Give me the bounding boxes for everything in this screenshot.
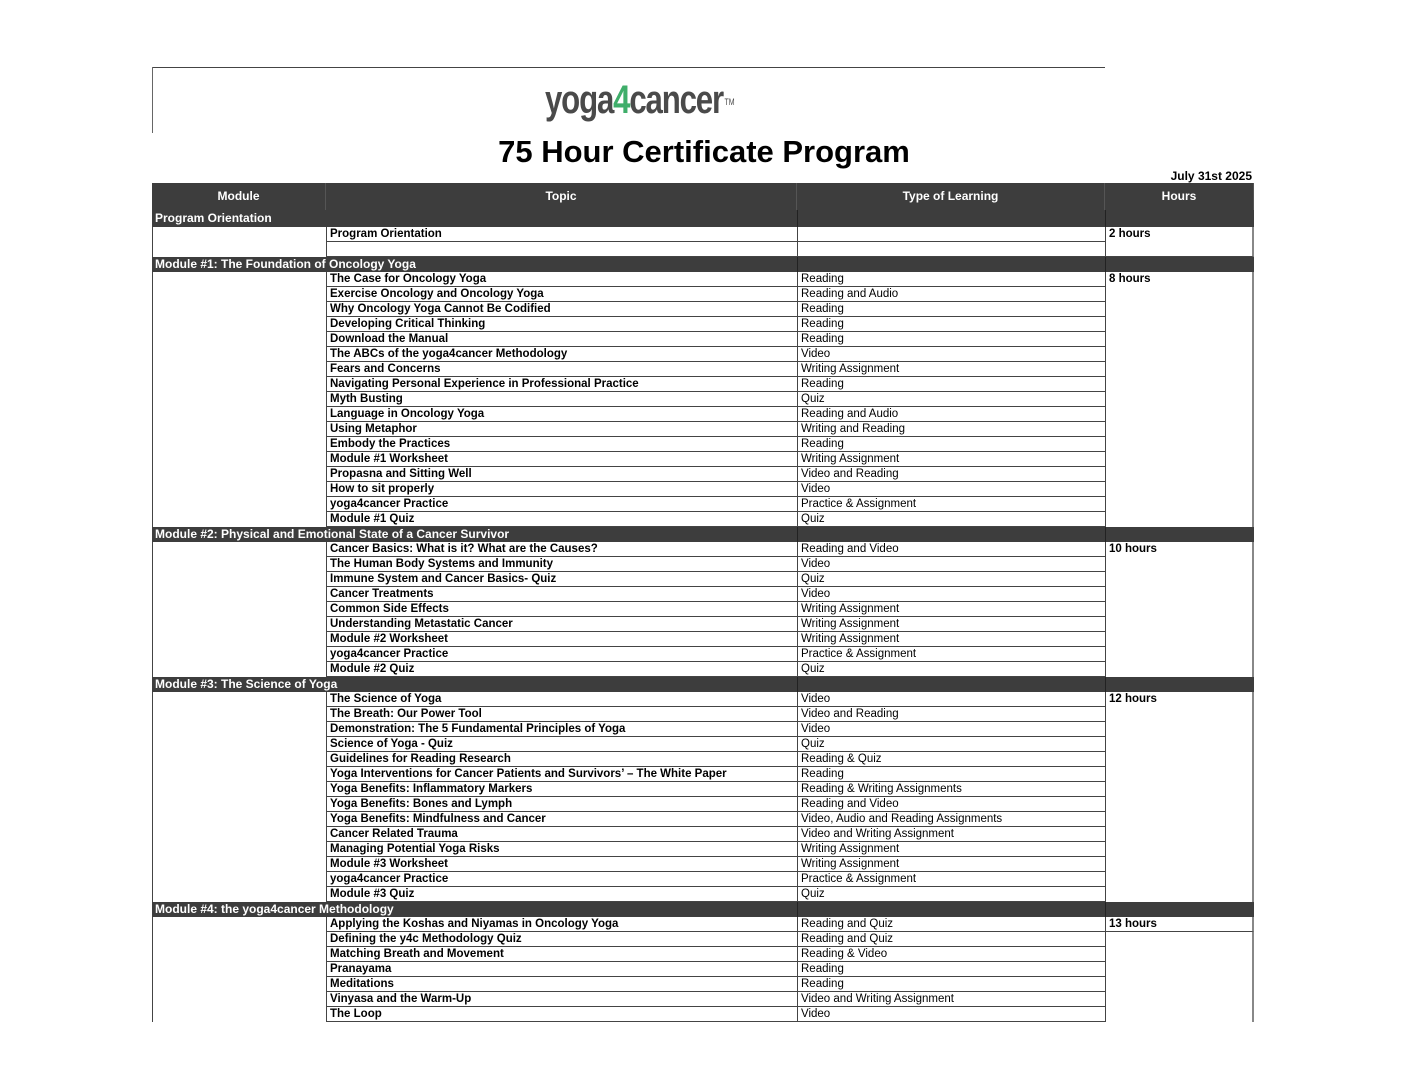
module-cell bbox=[152, 512, 326, 527]
module-cell bbox=[152, 317, 326, 332]
learning-type-cell: Practice & Assignment bbox=[797, 647, 1105, 662]
module-cell bbox=[152, 842, 326, 857]
hours-cell bbox=[1105, 992, 1254, 1007]
hours-cell bbox=[1105, 332, 1254, 347]
topic-row bbox=[152, 647, 1254, 662]
hours-cell bbox=[1105, 767, 1254, 782]
hours-cell bbox=[1105, 782, 1254, 797]
topic-row bbox=[152, 962, 1254, 977]
topic-cell: Guidelines for Reading Research bbox=[326, 752, 797, 767]
hours-cell bbox=[1105, 587, 1254, 602]
hours-cell bbox=[1105, 467, 1254, 482]
topic-row bbox=[152, 842, 1254, 857]
topic-cell: Fears and Concerns bbox=[326, 362, 797, 377]
module-cell bbox=[152, 872, 326, 887]
module-type-spacer bbox=[797, 677, 1105, 692]
hours-cell bbox=[1105, 857, 1254, 872]
topic-row bbox=[152, 587, 1254, 602]
topic-cell: Yoga Interventions for Cancer Patients and Survivors’ – The White Paper bbox=[326, 767, 797, 782]
topic-row bbox=[152, 707, 1254, 722]
topic-row bbox=[152, 497, 1254, 512]
learning-type-cell: Reading and Audio bbox=[797, 287, 1105, 302]
hours-cell bbox=[1105, 482, 1254, 497]
topic-cell: Vinyasa and the Warm-Up bbox=[326, 992, 797, 1007]
module-section-header bbox=[152, 902, 1254, 917]
learning-type-cell: Writing Assignment bbox=[797, 842, 1105, 857]
topic-cell: The Science of Yoga bbox=[326, 692, 797, 707]
learning-type-cell: Reading bbox=[797, 302, 1105, 317]
topic-row bbox=[152, 287, 1254, 302]
learning-type-cell: Writing Assignment bbox=[797, 362, 1105, 377]
topic-cell: The Loop bbox=[326, 1007, 797, 1022]
topic-cell: Why Oncology Yoga Cannot Be Codified bbox=[326, 302, 797, 317]
hours-cell bbox=[1105, 707, 1254, 722]
topic-cell: Module #3 Worksheet bbox=[326, 857, 797, 872]
hours-cell bbox=[1105, 632, 1254, 647]
topic-cell: Science of Yoga - Quiz bbox=[326, 737, 797, 752]
table-header-row bbox=[152, 183, 1254, 210]
module-cell bbox=[152, 707, 326, 722]
topic-row bbox=[152, 692, 1254, 707]
topic-row bbox=[152, 887, 1254, 902]
module-cell bbox=[152, 992, 326, 1007]
trademark-mark: TM bbox=[724, 97, 735, 107]
topic-row bbox=[152, 272, 1254, 287]
hours-cell bbox=[1105, 962, 1254, 977]
topic-cell: Using Metaphor bbox=[326, 422, 797, 437]
hours-cell bbox=[1105, 1007, 1254, 1022]
topic-row bbox=[152, 602, 1254, 617]
module-cell bbox=[152, 737, 326, 752]
topic-cell: Navigating Personal Experience in Professional Practice bbox=[326, 377, 797, 392]
module-cell bbox=[152, 617, 326, 632]
module-name: Module #1: The Foundation of Oncology Yoga bbox=[155, 257, 416, 271]
topic-cell: yoga4cancer Practice bbox=[326, 872, 797, 887]
learning-type-cell: Video bbox=[797, 587, 1105, 602]
learning-type-cell: Video and Reading bbox=[797, 467, 1105, 482]
topic-row bbox=[152, 797, 1254, 812]
learning-type-cell: Video and Reading bbox=[797, 707, 1105, 722]
topic-cell: The Case for Oncology Yoga bbox=[326, 272, 797, 287]
module-cell bbox=[152, 587, 326, 602]
topic-row bbox=[152, 302, 1254, 317]
topic-row bbox=[152, 467, 1254, 482]
module-cell bbox=[152, 407, 326, 422]
module-hours-spacer bbox=[1105, 902, 1254, 917]
module-cell bbox=[152, 362, 326, 377]
module-name: Module #2: Physical and Emotional State of a Cancer Survivor bbox=[155, 527, 510, 541]
module-hours-spacer bbox=[1105, 677, 1254, 692]
column-header-topic: Topic bbox=[326, 183, 797, 210]
yoga4cancer-logo bbox=[545, 78, 735, 122]
learning-type-cell: Reading bbox=[797, 767, 1105, 782]
hours-cell bbox=[1105, 437, 1254, 452]
module-cell bbox=[152, 497, 326, 512]
module-topic-spacer bbox=[326, 902, 797, 917]
learning-type-cell: Video, Audio and Reading Assignments bbox=[797, 812, 1105, 827]
hours-cell bbox=[1105, 572, 1254, 587]
hours-cell: 13 hours bbox=[1105, 917, 1254, 932]
module-cell bbox=[152, 767, 326, 782]
learning-type-cell: Video bbox=[797, 1007, 1105, 1022]
hours-cell bbox=[1105, 722, 1254, 737]
hours-cell: 10 hours bbox=[1105, 542, 1254, 557]
topic-cell: Download the Manual bbox=[326, 332, 797, 347]
learning-type-cell: Reading and Video bbox=[797, 542, 1105, 557]
learning-type-cell: Reading & Video bbox=[797, 947, 1105, 962]
module-cell bbox=[152, 947, 326, 962]
learning-type-cell: Writing Assignment bbox=[797, 857, 1105, 872]
learning-type-cell: Reading bbox=[797, 962, 1105, 977]
learning-type-cell: Reading and Video bbox=[797, 797, 1105, 812]
hours-cell bbox=[1105, 512, 1254, 527]
learning-type-cell: Video bbox=[797, 482, 1105, 497]
module-cell bbox=[152, 1007, 326, 1022]
learning-type-cell: Quiz bbox=[797, 737, 1105, 752]
topic-cell: Language in Oncology Yoga bbox=[326, 407, 797, 422]
hours-cell bbox=[1105, 662, 1254, 677]
learning-type-cell: Quiz bbox=[797, 392, 1105, 407]
topic-row bbox=[152, 377, 1254, 392]
module-hours-spacer bbox=[1105, 210, 1254, 227]
hours-cell bbox=[1105, 932, 1254, 947]
topic-row bbox=[152, 422, 1254, 437]
hours-cell bbox=[1105, 647, 1254, 662]
hours-cell bbox=[1105, 407, 1254, 422]
topic-cell: Cancer Basics: What is it? What are the Causes? bbox=[326, 542, 797, 557]
topic-row bbox=[152, 407, 1254, 422]
learning-type-cell bbox=[797, 242, 1105, 257]
module-cell bbox=[152, 662, 326, 677]
learning-type-cell: Quiz bbox=[797, 887, 1105, 902]
module-cell bbox=[152, 722, 326, 737]
hours-cell bbox=[1105, 377, 1254, 392]
topic-row bbox=[152, 1007, 1254, 1022]
topic-cell: Demonstration: The 5 Fundamental Principles of Yoga bbox=[326, 722, 797, 737]
module-cell bbox=[152, 887, 326, 902]
hours-cell bbox=[1105, 347, 1254, 362]
topic-cell: The Breath: Our Power Tool bbox=[326, 707, 797, 722]
module-cell bbox=[152, 242, 326, 257]
hours-cell: 12 hours bbox=[1105, 692, 1254, 707]
learning-type-cell: Video bbox=[797, 557, 1105, 572]
topic-cell: The Human Body Systems and Immunity bbox=[326, 557, 797, 572]
learning-type-cell: Writing Assignment bbox=[797, 617, 1105, 632]
topic-cell: yoga4cancer Practice bbox=[326, 497, 797, 512]
topic-row bbox=[152, 947, 1254, 962]
module-cell bbox=[152, 782, 326, 797]
topic-row bbox=[152, 347, 1254, 362]
topic-cell: Pranayama bbox=[326, 962, 797, 977]
hours-cell bbox=[1105, 887, 1254, 902]
hours-cell bbox=[1105, 797, 1254, 812]
logo-text-prefix: yoga bbox=[545, 78, 614, 122]
learning-type-cell: Video and Writing Assignment bbox=[797, 992, 1105, 1007]
learning-type-cell: Video bbox=[797, 722, 1105, 737]
learning-type-cell: Reading and Audio bbox=[797, 407, 1105, 422]
module-cell bbox=[152, 332, 326, 347]
module-cell bbox=[152, 377, 326, 392]
hours-cell bbox=[1105, 362, 1254, 377]
topic-cell: Common Side Effects bbox=[326, 602, 797, 617]
topic-cell: Exercise Oncology and Oncology Yoga bbox=[326, 287, 797, 302]
module-cell bbox=[152, 392, 326, 407]
module-cell bbox=[152, 542, 326, 557]
topic-cell: Module #1 Quiz bbox=[326, 512, 797, 527]
topic-row bbox=[152, 317, 1254, 332]
logo-text-digit: 4 bbox=[613, 78, 630, 122]
topic-cell: Module #3 Quiz bbox=[326, 887, 797, 902]
learning-type-cell: Practice & Assignment bbox=[797, 497, 1105, 512]
topic-cell: Developing Critical Thinking bbox=[326, 317, 797, 332]
learning-type-cell: Reading & Quiz bbox=[797, 752, 1105, 767]
module-section-header bbox=[152, 257, 1254, 272]
page-title: 75 Hour Certificate Program bbox=[498, 134, 910, 169]
hours-cell bbox=[1105, 812, 1254, 827]
module-cell bbox=[152, 632, 326, 647]
module-cell bbox=[152, 857, 326, 872]
topic-row bbox=[152, 332, 1254, 347]
learning-type-cell: Reading and Quiz bbox=[797, 917, 1105, 932]
module-type-spacer bbox=[797, 527, 1105, 542]
learning-type-cell: Writing Assignment bbox=[797, 632, 1105, 647]
topic-cell: Matching Breath and Movement bbox=[326, 947, 797, 962]
learning-type-cell: Reading bbox=[797, 317, 1105, 332]
learning-type-cell: Reading & Writing Assignments bbox=[797, 782, 1105, 797]
module-cell bbox=[152, 692, 326, 707]
module-cell bbox=[152, 602, 326, 617]
topic-cell: How to sit properly bbox=[326, 482, 797, 497]
module-cell bbox=[152, 302, 326, 317]
module-cell bbox=[152, 557, 326, 572]
module-cell bbox=[152, 827, 326, 842]
topic-cell: Embody the Practices bbox=[326, 437, 797, 452]
topic-row bbox=[152, 632, 1254, 647]
header-left-rule bbox=[152, 67, 153, 133]
hours-cell bbox=[1105, 977, 1254, 992]
topic-cell: Module #2 Quiz bbox=[326, 662, 797, 677]
hours-cell bbox=[1105, 842, 1254, 857]
hours-cell bbox=[1105, 317, 1254, 332]
learning-type-cell: Reading bbox=[797, 272, 1105, 287]
table-body bbox=[152, 210, 1254, 1022]
topic-row bbox=[152, 932, 1254, 947]
module-cell bbox=[152, 422, 326, 437]
topic-row bbox=[152, 242, 1254, 257]
hours-cell bbox=[1105, 827, 1254, 842]
module-cell bbox=[152, 452, 326, 467]
topic-cell: Yoga Benefits: Inflammatory Markers bbox=[326, 782, 797, 797]
module-cell bbox=[152, 287, 326, 302]
column-header-type: Type of Learning bbox=[797, 183, 1105, 210]
hours-cell: 2 hours bbox=[1105, 227, 1254, 242]
hours-cell bbox=[1105, 752, 1254, 767]
column-header-module: Module bbox=[152, 183, 326, 210]
topic-cell: Defining the y4c Methodology Quiz bbox=[326, 932, 797, 947]
topic-cell: yoga4cancer Practice bbox=[326, 647, 797, 662]
topic-cell: Cancer Related Trauma bbox=[326, 827, 797, 842]
learning-type-cell: Practice & Assignment bbox=[797, 872, 1105, 887]
topic-row bbox=[152, 362, 1254, 377]
topic-row bbox=[152, 662, 1254, 677]
module-cell bbox=[152, 977, 326, 992]
topic-row bbox=[152, 992, 1254, 1007]
module-section-header bbox=[152, 677, 1254, 692]
topic-row bbox=[152, 752, 1254, 767]
learning-type-cell: Writing and Reading bbox=[797, 422, 1105, 437]
topic-cell: Module #1 Worksheet bbox=[326, 452, 797, 467]
topic-cell: Propasna and Sitting Well bbox=[326, 467, 797, 482]
topic-cell: Myth Busting bbox=[326, 392, 797, 407]
module-type-spacer bbox=[797, 257, 1105, 272]
topic-row bbox=[152, 227, 1254, 242]
topic-row bbox=[152, 857, 1254, 872]
module-type-spacer bbox=[797, 902, 1105, 917]
topic-cell: Yoga Benefits: Bones and Lymph bbox=[326, 797, 797, 812]
topic-cell bbox=[326, 242, 797, 257]
learning-type-cell: Reading bbox=[797, 332, 1105, 347]
topic-row bbox=[152, 482, 1254, 497]
hours-cell bbox=[1105, 422, 1254, 437]
learning-type-cell: Writing Assignment bbox=[797, 602, 1105, 617]
topic-row bbox=[152, 542, 1254, 557]
topic-row bbox=[152, 737, 1254, 752]
topic-row bbox=[152, 977, 1254, 992]
curriculum-table bbox=[152, 183, 1254, 1022]
topic-row bbox=[152, 617, 1254, 632]
topic-row bbox=[152, 512, 1254, 527]
topic-cell: The ABCs of the yoga4cancer Methodology bbox=[326, 347, 797, 362]
module-cell bbox=[152, 752, 326, 767]
topic-row bbox=[152, 872, 1254, 887]
module-hours-spacer bbox=[1105, 257, 1254, 272]
module-cell bbox=[152, 572, 326, 587]
hours-cell bbox=[1105, 617, 1254, 632]
topic-cell: Managing Potential Yoga Risks bbox=[326, 842, 797, 857]
learning-type-cell: Writing Assignment bbox=[797, 452, 1105, 467]
learning-type-cell: Video bbox=[797, 692, 1105, 707]
hours-cell bbox=[1105, 947, 1254, 962]
logo-text-suffix: cancer bbox=[629, 78, 723, 122]
module-cell bbox=[152, 647, 326, 662]
hours-cell bbox=[1105, 872, 1254, 887]
topic-cell: Cancer Treatments bbox=[326, 587, 797, 602]
module-topic-spacer bbox=[326, 210, 797, 227]
module-cell bbox=[152, 347, 326, 362]
module-section-header bbox=[152, 210, 1254, 227]
topic-cell: Understanding Metastatic Cancer bbox=[326, 617, 797, 632]
module-cell bbox=[152, 932, 326, 947]
topic-cell: Applying the Koshas and Niyamas in Oncology Yoga bbox=[326, 917, 797, 932]
hours-cell bbox=[1105, 302, 1254, 317]
topic-row bbox=[152, 557, 1254, 572]
topic-row bbox=[152, 782, 1254, 797]
module-topic-spacer bbox=[326, 677, 797, 692]
hours-cell bbox=[1105, 242, 1254, 257]
learning-type-cell: Reading and Quiz bbox=[797, 932, 1105, 947]
module-cell bbox=[152, 812, 326, 827]
learning-type-cell bbox=[797, 227, 1105, 242]
hours-cell bbox=[1105, 737, 1254, 752]
topic-row bbox=[152, 767, 1254, 782]
learning-type-cell: Reading bbox=[797, 377, 1105, 392]
hours-cell bbox=[1105, 602, 1254, 617]
module-cell bbox=[152, 437, 326, 452]
module-type-spacer bbox=[797, 210, 1105, 227]
hours-cell bbox=[1105, 452, 1254, 467]
learning-type-cell: Quiz bbox=[797, 572, 1105, 587]
hours-cell bbox=[1105, 557, 1254, 572]
hours-cell bbox=[1105, 497, 1254, 512]
topic-row bbox=[152, 827, 1254, 842]
learning-type-cell: Video bbox=[797, 347, 1105, 362]
module-cell bbox=[152, 797, 326, 812]
topic-row bbox=[152, 812, 1254, 827]
topic-row bbox=[152, 392, 1254, 407]
column-header-hours: Hours bbox=[1105, 183, 1254, 210]
module-cell bbox=[152, 482, 326, 497]
learning-type-cell: Reading bbox=[797, 437, 1105, 452]
topic-cell: Module #2 Worksheet bbox=[326, 632, 797, 647]
hours-cell bbox=[1105, 287, 1254, 302]
topic-row bbox=[152, 572, 1254, 587]
topic-row bbox=[152, 917, 1254, 932]
topic-cell: Yoga Benefits: Mindfulness and Cancer bbox=[326, 812, 797, 827]
module-hours-spacer bbox=[1105, 527, 1254, 542]
topic-row bbox=[152, 722, 1254, 737]
module-cell bbox=[152, 272, 326, 287]
topic-cell: Immune System and Cancer Basics- Quiz bbox=[326, 572, 797, 587]
topic-row bbox=[152, 437, 1254, 452]
module-name: Program Orientation bbox=[155, 211, 272, 225]
module-section-header bbox=[152, 527, 1254, 542]
revision-date: July 31st 2025 bbox=[1170, 169, 1252, 183]
hours-cell bbox=[1105, 392, 1254, 407]
module-cell bbox=[152, 962, 326, 977]
module-cell bbox=[152, 917, 326, 932]
learning-type-cell: Quiz bbox=[797, 662, 1105, 677]
module-cell bbox=[152, 227, 326, 242]
header-top-rule bbox=[152, 67, 1105, 68]
module-name: Module #3: The Science of Yoga bbox=[155, 677, 338, 691]
learning-type-cell: Quiz bbox=[797, 512, 1105, 527]
topic-cell: Meditations bbox=[326, 977, 797, 992]
topic-row bbox=[152, 452, 1254, 467]
hours-cell: 8 hours bbox=[1105, 272, 1254, 287]
module-cell bbox=[152, 467, 326, 482]
learning-type-cell: Video and Writing Assignment bbox=[797, 827, 1105, 842]
learning-type-cell: Reading bbox=[797, 977, 1105, 992]
module-name: Module #4: the yoga4cancer Methodology bbox=[155, 902, 394, 916]
topic-cell: Program Orientation bbox=[326, 227, 797, 242]
